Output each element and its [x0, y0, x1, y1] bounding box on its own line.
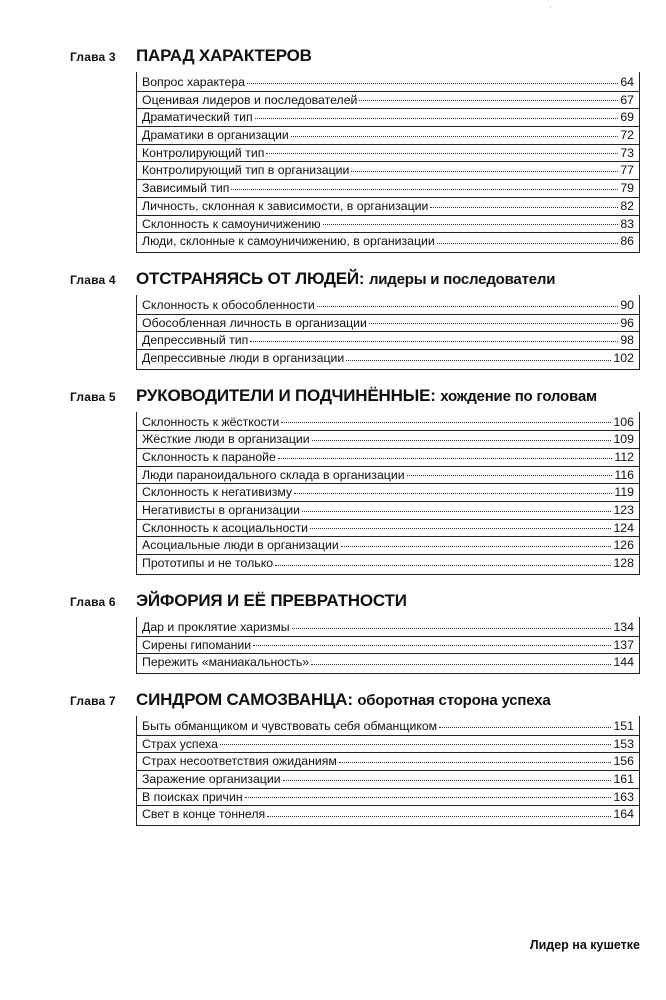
- toc-entry-label: Оценивая лидеров и последователей: [142, 92, 358, 107]
- chapter-number: Глава 5: [70, 389, 116, 404]
- dot-leader: [253, 645, 611, 646]
- toc-entry-label: Драматики в организации: [142, 128, 289, 143]
- toc-entry[interactable]: [137, 449, 639, 467]
- toc-entry-label: Контролирующий тип в организации: [142, 163, 350, 178]
- toc-entry[interactable]: [137, 145, 639, 163]
- toc-entry-page: 73: [620, 145, 634, 160]
- chapter-title-main: ЭЙФОРИЯ И ЕЁ ПРЕВРАТНОСТИ: [136, 590, 407, 610]
- toc-entry-label: Заражение организации: [142, 771, 281, 786]
- toc-entry-page: 163: [613, 789, 634, 804]
- dot-leader: [407, 475, 613, 476]
- toc-entry[interactable]: [137, 555, 639, 573]
- chapter-item-list: [136, 716, 640, 826]
- dot-leader: [267, 816, 611, 817]
- chapter-item-list: [136, 295, 640, 370]
- dot-leader: [341, 546, 612, 547]
- toc-entry[interactable]: [137, 92, 639, 110]
- toc-entry-label: Прототипы и не только: [142, 556, 274, 571]
- toc-entry[interactable]: [137, 467, 639, 485]
- dot-leader: [294, 493, 612, 494]
- toc-entry-page: 67: [620, 92, 634, 107]
- toc-entry[interactable]: [137, 180, 639, 198]
- toc-entry[interactable]: [137, 637, 639, 655]
- chapter-title: [136, 386, 597, 406]
- dot-leader: [302, 511, 611, 512]
- toc-entry-page: 96: [620, 315, 634, 330]
- toc-entry[interactable]: [137, 74, 639, 92]
- toc-entry-label: Склонность к самоуничижению: [142, 216, 321, 231]
- dot-leader: [311, 664, 611, 665]
- dot-leader: [439, 727, 611, 728]
- toc-entry[interactable]: [137, 350, 639, 368]
- chapter-title: [136, 591, 407, 611]
- dot-leader: [266, 153, 618, 154]
- toc-entry-label: Люди, склонные к самоуничижению, в организации: [142, 234, 435, 249]
- toc-entry-label: Зависимый тип: [142, 181, 230, 196]
- chapter-section: [70, 690, 646, 826]
- toc-entry[interactable]: [137, 127, 639, 145]
- toc-entry-page: 119: [614, 485, 634, 500]
- dot-leader: [323, 224, 619, 225]
- dot-leader: [283, 780, 612, 781]
- toc-entry-page: 77: [620, 163, 634, 178]
- dot-leader: [292, 628, 612, 629]
- toc-entry-page: 124: [613, 520, 634, 535]
- toc-entry-page: 161: [613, 771, 634, 786]
- toc-entry-page: 83: [620, 216, 634, 231]
- dot-leader: [339, 762, 612, 763]
- toc-entry-page: 102: [613, 350, 634, 365]
- toc-entry-label: Депрессивный тип: [142, 333, 249, 348]
- toc-entry-page: 156: [613, 754, 634, 769]
- toc-entry-label: Склонность к асоциальности: [142, 520, 308, 535]
- toc-entry[interactable]: [137, 654, 639, 672]
- toc-entry[interactable]: [137, 502, 639, 520]
- toc-entry-label: Быть обманщиком и чувствовать себя обманщиком: [142, 718, 438, 733]
- dot-leader: [317, 306, 619, 307]
- chapter-heading: [70, 386, 646, 412]
- toc-entry[interactable]: [137, 162, 639, 180]
- chapter-number: Глава 7: [70, 693, 116, 708]
- dot-leader: [231, 189, 618, 190]
- toc-entry-page: 72: [620, 128, 634, 143]
- chapter-heading: [70, 591, 646, 617]
- dot-leader: [351, 171, 618, 172]
- dot-leader: [430, 207, 618, 208]
- toc-entry-label: Свет в конце тоннеля: [142, 807, 266, 822]
- dot-leader: [247, 83, 618, 84]
- toc-entry-label: Страх несоответствия ожиданиям: [142, 754, 337, 769]
- toc-entry-label: В поисках причин: [142, 789, 243, 804]
- dot-leader: [255, 118, 619, 119]
- toc-entry-page: 144: [613, 655, 634, 670]
- toc-entry-page: 151: [613, 718, 634, 733]
- dot-leader: [250, 341, 618, 342]
- toc-entry-label: Пережить «маниакальность»: [142, 655, 310, 670]
- toc-entry-page: 82: [620, 198, 634, 213]
- toc-entry-page: 164: [613, 807, 634, 822]
- chapter-title-main: ПАРАД ХАРАКТЕРОВ: [136, 46, 312, 65]
- toc-entry-label: Страх успеха: [142, 736, 218, 751]
- chapter-item-list: [136, 412, 640, 575]
- toc-entry[interactable]: [137, 484, 639, 502]
- dot-leader: [346, 360, 611, 361]
- dot-leader: [310, 528, 612, 529]
- dot-leader: [437, 243, 619, 244]
- toc-entry-label: Депрессивные люди в организации: [142, 350, 345, 365]
- toc-entry-label: Сирены гипомании: [142, 637, 252, 652]
- toc-entry[interactable]: [137, 771, 639, 789]
- dot-leader: [359, 100, 618, 101]
- chapter-heading: [70, 269, 646, 295]
- chapter-item-list: [136, 617, 640, 674]
- toc-entry-label: Обособленная личность в организации: [142, 315, 367, 330]
- toc-entry-page: 109: [613, 432, 634, 447]
- toc-entry-label: Жёсткие люди в организации: [142, 432, 310, 447]
- toc-entry-page: 137: [613, 637, 634, 652]
- toc-entry-label: Вопрос характера: [142, 75, 245, 89]
- toc-entry-page: 128: [613, 556, 634, 571]
- toc-entry-label: Люди параноидального склада в организации: [142, 467, 405, 482]
- toc-entry-label: Личность, склонная к зависимости, в организации: [142, 198, 429, 213]
- toc-entry-label: Асоциальные люди в организации: [142, 538, 339, 553]
- chapter-title-main: РУКОВОДИТЕЛИ И ПОДЧИНЁННЫЕ:: [136, 385, 436, 405]
- chapter-title: [136, 690, 551, 710]
- toc-entry-page: 153: [613, 736, 634, 751]
- toc-entry-label: Контролирующий тип: [142, 145, 265, 160]
- toc-entry-label: Склонность к обособленности: [142, 297, 315, 312]
- chapter-subtitle: оборотная сторона успеха: [357, 691, 551, 709]
- toc-entry[interactable]: [137, 109, 639, 127]
- toc-entry[interactable]: [137, 233, 639, 251]
- toc-entry-page: 90: [620, 297, 634, 312]
- chapter-number: Глава 3: [70, 50, 116, 64]
- toc-entry-page: 116: [614, 467, 634, 482]
- toc-entry-label: Негативисты в организации: [142, 503, 301, 518]
- dot-leader: [278, 458, 613, 459]
- chapter-subtitle: хождение по головам: [440, 387, 597, 405]
- chapter-number: Глава 4: [70, 272, 116, 287]
- toc-entry[interactable]: [137, 297, 639, 315]
- toc-entry-page: 112: [614, 450, 634, 464]
- chapter-title-main: СИНДРОМ САМОЗВАНЦА:: [136, 689, 353, 709]
- toc-entry[interactable]: [137, 806, 639, 824]
- toc-entry-page: 64: [620, 75, 634, 89]
- chapter-subtitle: лидеры и последователи: [368, 270, 556, 288]
- dot-leader: [312, 440, 612, 441]
- toc-entry-page: 98: [620, 333, 634, 348]
- toc-entry[interactable]: [137, 520, 639, 538]
- dot-leader: [369, 323, 618, 324]
- dot-leader: [220, 744, 611, 745]
- scan-mark: ˈ: [549, 6, 553, 17]
- toc-entry[interactable]: [137, 414, 639, 432]
- toc-entry-label: Дар и проклятие харизмы: [142, 619, 290, 634]
- toc-entry[interactable]: [137, 619, 639, 637]
- toc-entry[interactable]: [137, 431, 639, 449]
- dot-leader: [275, 565, 611, 566]
- toc-entry[interactable]: [137, 736, 639, 754]
- toc-entry[interactable]: [137, 753, 639, 771]
- chapter-section: [70, 386, 646, 575]
- chapter-title: [136, 46, 312, 66]
- running-footer: Лидер на кушетке: [529, 938, 640, 952]
- dot-leader: [291, 136, 619, 137]
- chapter-section: [70, 46, 646, 253]
- toc-entry-page: 69: [620, 110, 634, 125]
- toc-entry-label: Склонность к жёсткости: [142, 414, 280, 429]
- toc-entry-page: 79: [620, 181, 634, 196]
- chapter-title-main: ОТСТРАНЯЯСЬ ОТ ЛЮДЕЙ:: [136, 268, 365, 288]
- toc-entry[interactable]: [137, 198, 639, 216]
- chapter-item-list: [136, 72, 640, 253]
- toc-entry-label: Склонность к паранойе: [142, 450, 276, 464]
- toc-entry-page: 106: [613, 414, 634, 429]
- chapter-heading: [70, 690, 646, 716]
- chapter-section: [70, 591, 646, 674]
- toc-entry-page: 134: [613, 619, 634, 634]
- chapter-heading: [70, 46, 646, 72]
- table-of-contents: [70, 46, 646, 842]
- toc-entry-label: Склонность к негативизму: [142, 485, 293, 500]
- toc-entry-label: Драматический тип: [142, 110, 253, 125]
- toc-entry-page: 86: [620, 234, 634, 249]
- toc-entry[interactable]: [137, 332, 639, 350]
- dot-leader: [281, 422, 611, 423]
- toc-entry-page: 126: [613, 538, 634, 553]
- toc-entry[interactable]: [137, 315, 639, 333]
- toc-entry[interactable]: [137, 537, 639, 555]
- dot-leader: [245, 797, 612, 798]
- toc-entry[interactable]: [137, 216, 639, 234]
- toc-entry-page: 123: [613, 503, 634, 518]
- toc-entry[interactable]: [137, 789, 639, 807]
- chapter-section: [70, 269, 646, 370]
- toc-entry[interactable]: [137, 718, 639, 736]
- chapter-number: Глава 6: [70, 594, 116, 609]
- chapter-title: [136, 269, 555, 289]
